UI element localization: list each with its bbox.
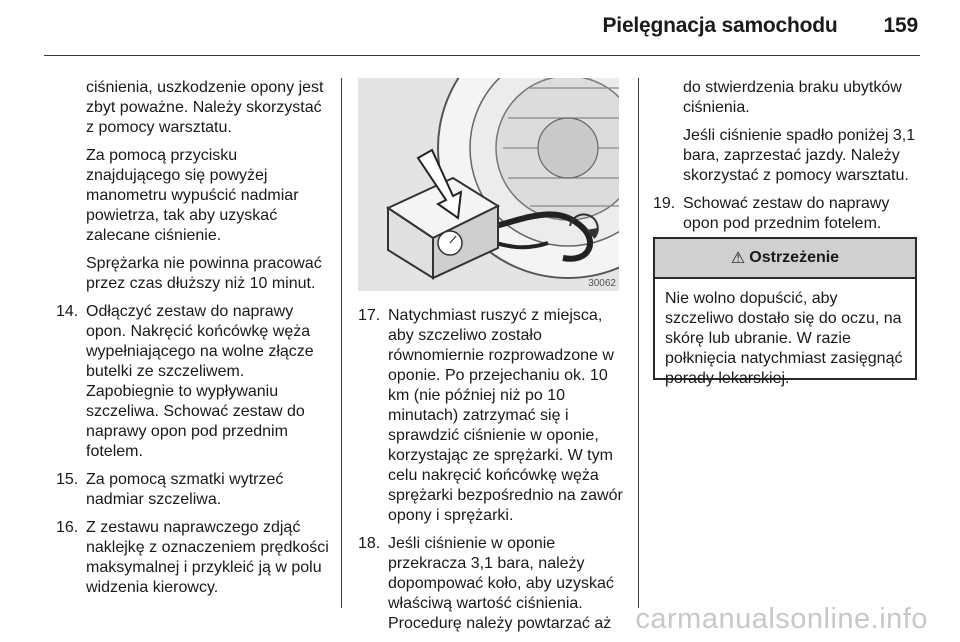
page-number: 159: [883, 14, 918, 37]
left-paragraph-1: Za pomocą przycisku znajdującego się powyżej manometru wypuścić nadmiar powietrza, tak aby uzyskać zalecane ciśnienie.: [86, 147, 299, 244]
right-continuation-text: do stwierdzenia braku ubytków ciśnienia.: [683, 79, 902, 116]
list-item: [653, 194, 919, 234]
figure-code: 30062: [588, 278, 616, 289]
left-paragraph-2: Sprężarka nie powinna pracować przez czas dłuższy niż 10 minut.: [86, 255, 322, 292]
list-item-number: 15.: [56, 471, 79, 488]
left-column: [56, 78, 332, 606]
right-paragraph-1: Jeśli ciśnienie spadło poniżej 3,1 bara, zaprzestać jazdy. Należy skorzystać z pomocy warsztatu.: [683, 127, 916, 184]
warning-triangle-icon: ⚠: [730, 250, 746, 267]
list-item-text: Jeśli ciśnienie w oponie przekracza 3,1 bara, należy dopompować koło, aby uzyskać właściwą wartość ciśnienia. Procedurę należy powtarzać aż: [388, 535, 614, 632]
warning-box: [653, 237, 917, 387]
list-item-text: Natychmiast ruszyć z miejsca, aby szczeliwo zostało równomiernie rozprowadzone w oponie. Po przejechaniu ok. 10 km (nie później niż po 10 minutach) zatrzymać się i sprawdzić ciśnienie w oponie, korzystając ze sprężarki. W tym celu nakręcić końcówkę węża sprężarki bezpośrednio na zawór opony i sprężarki.: [388, 307, 623, 524]
list-item-text: Odłączyć zestaw do naprawy opon. Nakręcić końcówkę węża wypełniającego na wolne złącze butelki ze szczeliwem. Zapobiegnie to wypływaniu szczeliwa. Schować zestaw do naprawy opon pod przednim fotelem.: [86, 303, 314, 460]
watermark-text: carmanualsonline.info: [635, 603, 928, 635]
list-item: [358, 306, 628, 526]
list-item-text: Schować zestaw do naprawy opon pod przednim fotelem.: [683, 195, 890, 232]
list-item-text: Z zestawu naprawczego zdjąć naklejkę z oznaczeniem prędkości maksymalnej i przykleić ją w polu widzenia kierowcy.: [86, 519, 329, 596]
compressor-illustration: [358, 78, 619, 291]
list-item: [56, 470, 332, 510]
compressor-drawing: [358, 78, 619, 291]
list-item-number: 16.: [56, 519, 79, 536]
list-item-number: 19.: [653, 195, 676, 212]
list-item: [56, 518, 332, 598]
warning-text: Nie wolno dopuścić, aby szczeliwo dostało się do oczu, na skórę lub ubranie. W razie połknięcia natychmiast zasięgnąć porady lekarskiej.: [665, 290, 903, 387]
warning-header: [655, 239, 915, 279]
list-item-text: Za pomocą szmatki wytrzeć nadmiar szczeliwa.: [86, 471, 284, 508]
warning-title: Ostrzeżenie: [749, 249, 840, 266]
page-header: [603, 14, 919, 38]
list-item-number: 14.: [56, 303, 79, 320]
page-title: Pielęgnacja samochodu: [602, 14, 838, 37]
list-item-number: 18.: [358, 535, 381, 552]
list-item-number: 17.: [358, 307, 381, 324]
middle-column: [358, 306, 628, 642]
column-divider-left: [341, 78, 342, 608]
header-rule: [44, 55, 920, 56]
column-divider-right: [638, 78, 639, 608]
right-column: [653, 78, 919, 242]
list-item: [358, 534, 628, 634]
left-continuation-text: ciśnienia, uszkodzenie opony jest zbyt poważne. Należy skorzystać z pomocy warsztatu.: [86, 79, 324, 136]
list-item: [56, 302, 332, 462]
